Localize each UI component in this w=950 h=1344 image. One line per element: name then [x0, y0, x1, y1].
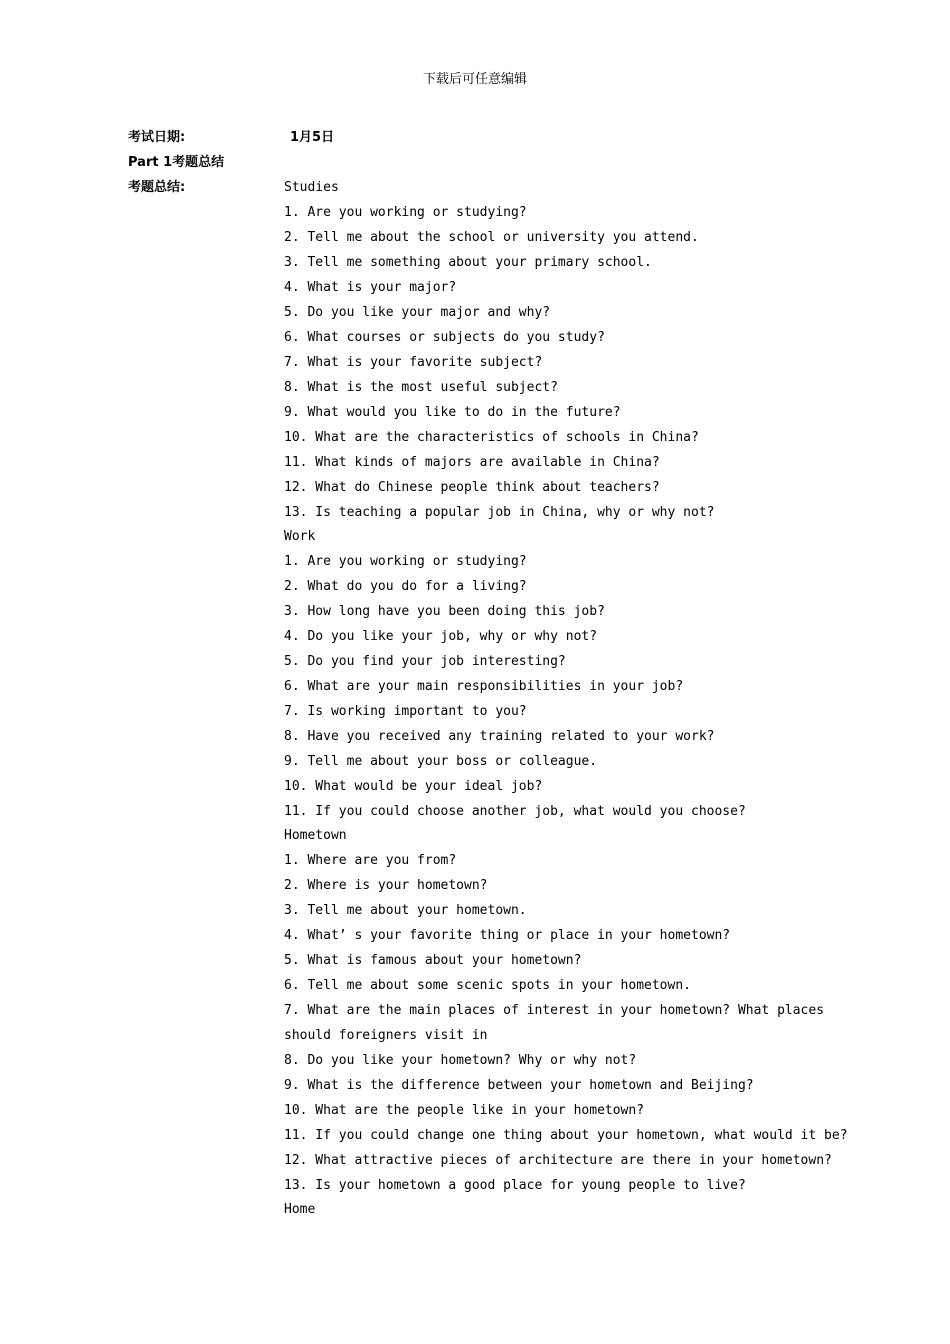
question-item: 3. How long have you been doing this job?: [284, 604, 605, 619]
question-item: 3. Tell me something about your primary school.: [284, 255, 652, 270]
question-item: 4. What’ s your favorite thing or place in your hometown?: [284, 928, 731, 943]
section-title-hometown: Hometown: [284, 828, 347, 843]
question-item: 13. Is your hometown a good place for young people to live?: [284, 1178, 746, 1193]
question-item: 7. What is your favorite subject?: [284, 355, 543, 370]
question-item: 10. What would be your ideal job?: [284, 779, 543, 794]
question-item: 13. Is teaching a popular job in China, why or why not?: [284, 505, 715, 520]
question-item: 1. Where are you from?: [284, 853, 457, 868]
question-item: 9. What would you like to do in the future?: [284, 405, 621, 420]
question-item: 9. What is the difference between your hometown and Beijing?: [284, 1078, 754, 1093]
question-item: 5. Do you find your job interesting?: [284, 654, 566, 669]
question-item-continuation: should foreigners visit in: [284, 1028, 488, 1043]
question-item: 11. If you could change one thing about your hometown, what would it be?: [284, 1128, 848, 1143]
question-item: 2. Tell me about the school or university you attend.: [284, 230, 699, 245]
question-item: 2. What do you do for a living?: [284, 579, 527, 594]
question-item: 3. Tell me about your hometown.: [284, 903, 527, 918]
question-item: 11. If you could choose another job, what would you choose?: [284, 804, 746, 819]
section-title-studies: Studies: [284, 180, 339, 195]
question-item: 8. What is the most useful subject?: [284, 380, 558, 395]
question-item: 2. Where is your hometown?: [284, 878, 488, 893]
question-item: 12. What do Chinese people think about teachers?: [284, 480, 660, 495]
summary-label: 考题总结:: [128, 180, 186, 195]
question-item: 5. What is famous about your hometown?: [284, 953, 582, 968]
question-item: 6. Tell me about some scenic spots in your hometown.: [284, 978, 691, 993]
question-item: 12. What attractive pieces of architecture are there in your hometown?: [284, 1153, 832, 1168]
question-item: 6. What are your main responsibilities in your job?: [284, 679, 684, 694]
question-item: 10. What are the characteristics of schools in China?: [284, 430, 699, 445]
exam-date-value: 1月5日: [290, 130, 335, 145]
section-title-work: Work: [284, 529, 316, 544]
question-item: 9. Tell me about your boss or colleague.: [284, 754, 598, 769]
question-item: 1. Are you working or studying?: [284, 205, 527, 220]
exam-date-label: 考试日期:: [128, 130, 186, 145]
question-item: 4. Do you like your job, why or why not?: [284, 629, 598, 644]
question-item: 8. Do you like your hometown? Why or why not?: [284, 1053, 637, 1068]
question-item: 4. What is your major?: [284, 280, 457, 295]
question-item: 10. What are the people like in your hometown?: [284, 1103, 645, 1118]
question-item: 5. Do you like your major and why?: [284, 305, 551, 320]
question-item: 7. Is working important to you?: [284, 704, 527, 719]
question-item: 11. What kinds of majors are available in China?: [284, 455, 660, 470]
question-item: 8. Have you received any training related to your work?: [284, 729, 715, 744]
section-title-home: Home: [284, 1202, 316, 1217]
part-title: Part 1考题总结: [128, 155, 225, 170]
question-item: 1. Are you working or studying?: [284, 554, 527, 569]
question-item: 6. What courses or subjects do you study?: [284, 330, 605, 345]
question-item: 7. What are the main places of interest in your hometown? What places: [284, 1003, 825, 1018]
header-note: 下载后可任意编辑: [422, 72, 527, 87]
